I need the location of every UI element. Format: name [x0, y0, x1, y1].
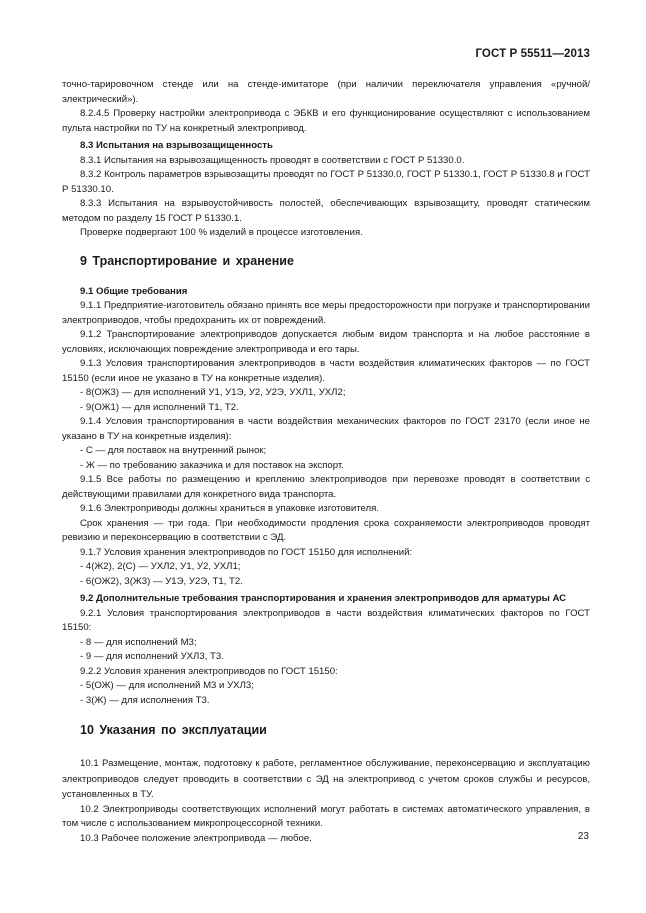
paragraph: 8.2.4.5 Проверку настройки электропривода с ЭБКВ и его функционирование осуществляют с использованием пульта настройки по ТУ на конкретный электропривод.: [62, 108, 590, 134]
page-body: [62, 78, 590, 846]
paragraph: Проверке подвергают 100 % изделий в процессе изготовления.: [80, 227, 363, 238]
paragraph: 10.3 Рабочее положение электропривода — любое.: [80, 832, 312, 844]
paragraph: 8.3.3 Испытания на взрывоустойчивость полостей, обеспечивающих взрывозащиту, проводят статическим методом по разделу 15 ГОСТ Р 51330.1.: [62, 198, 590, 224]
page-number: 23: [577, 831, 589, 842]
paragraph: 8.3.1 Испытания на взрывозащищенность проводят в соответствии с ГОСТ Р 51330.0.: [80, 154, 465, 166]
paragraph: 8.3.2 Контроль параметров взрывозащиты проводят по ГОСТ Р 51330.0, ГОСТ Р 51330.1, ГОСТ Р 51330.8 и ГОСТ Р 51330.10.: [62, 169, 590, 195]
paragraph: 10.2 Электроприводы соответствующих исполнений могут работать в системах автоматического управления, в том числе с использованием микропроцессорной техники.: [62, 803, 590, 829]
section-heading: 10 Указания по эксплуатации: [80, 723, 267, 737]
list-item: - 9 — для исполнений УХЛ3, Т3.: [80, 651, 224, 662]
list-item: - 6(ОЖ2), 3(Ж3) — У1Э, У2Э, Т1, Т2.: [80, 575, 243, 587]
list-item: - 9(ОЖ1) — для исполнений Т1, Т2.: [80, 401, 239, 413]
paragraph: 10.1 Размещение, монтаж, подготовку к работе, регламентное обслуживание, переконсервацию и эксплуатацию электроприводов следует проводить в соответствии с ЭД на электропривод с учетом сроков службы и ресурсов, установленных в ТУ.: [62, 758, 590, 800]
document-id-header: ГОСТ Р 55511—2013: [475, 48, 590, 60]
subsection-heading: 9.1 Общие требования: [80, 285, 188, 297]
paragraph: 9.1.6 Электроприводы должны храниться в упаковке изготовителя.: [80, 503, 379, 514]
paragraph: 9.2.1 Условия транспортирования электроприводов в части воздействия климатических факторов по ГОСТ 15150:: [62, 607, 590, 633]
paragraph: 9.2.2 Условия хранения электроприводов по ГОСТ 15150:: [80, 665, 338, 677]
subsection-heading: 8.3 Испытания на взрывозащищенность: [80, 140, 273, 151]
paragraph: 9.1.4 Условия транспортирования в части воздействия механических факторов по ГОСТ 23170 (если иное не указано в ТУ на конкретные изделия):: [62, 416, 590, 442]
paragraph: 9.1.3 Условия транспортирования электроприводов в части воздействия климатических факторов — по ГОСТ 15150 (если иное не указано в ТУ на конкретные изделия).: [62, 358, 590, 384]
subsection-heading: 9.2 Дополнительные требования транспортирования и хранения электроприводов для арматуры АС: [80, 593, 567, 604]
list-item: - 8 — для исполнений М3;: [80, 636, 197, 648]
paragraph: точно-тарировочном стенде или на стенде-имитаторе (при наличии переключателя управления «ручной/электрический»).: [62, 79, 590, 105]
list-item: - 5(ОЖ) — для исполнений М3 и УХЛ3;: [80, 680, 254, 691]
list-item: - С — для поставок на внутренний рынок;: [80, 445, 267, 456]
section-heading: 9 Транспортирование и хранение: [80, 253, 294, 268]
paragraph: 9.1.5 Все работы по размещению и креплению электроприводов при перевозке проводят в соответствии с действующими правилами для конкретного вида транспорта.: [62, 474, 590, 500]
paragraph: Срок хранения — три года. При необходимости продления срока сохраняемости электроприводов проводят ревизию и переконсервацию в соответствии с ЭД.: [62, 517, 590, 543]
paragraph: 9.1.1 Предприятие-изготовитель обязано принять все меры предосторожности при погрузке и транспортировании электроприводов, чтобы предохранить их от повреждений.: [62, 300, 590, 326]
list-item: - 4(Ж2), 2(С) — УХЛ2, У1, У2, УХЛ1;: [80, 561, 241, 572]
list-item: - 8(ОЖ3) — для исполнений У1, У1Э, У2, У2Э, УХЛ1, УХЛ2;: [80, 387, 346, 398]
list-item: - 3(Ж) — для исполнения Т3.: [80, 694, 210, 706]
paragraph: 9.1.7 Условия хранения электроприводов по ГОСТ 15150 для исполнений:: [80, 546, 413, 558]
list-item: - Ж — по требованию заказчика и для поставок на экспорт.: [80, 459, 344, 471]
paragraph: 9.1.2 Транспортирование электроприводов допускается любым видом транспорта и на любое расстояние в условиях, исключающих повреждение электропривода и его тары.: [62, 329, 590, 355]
